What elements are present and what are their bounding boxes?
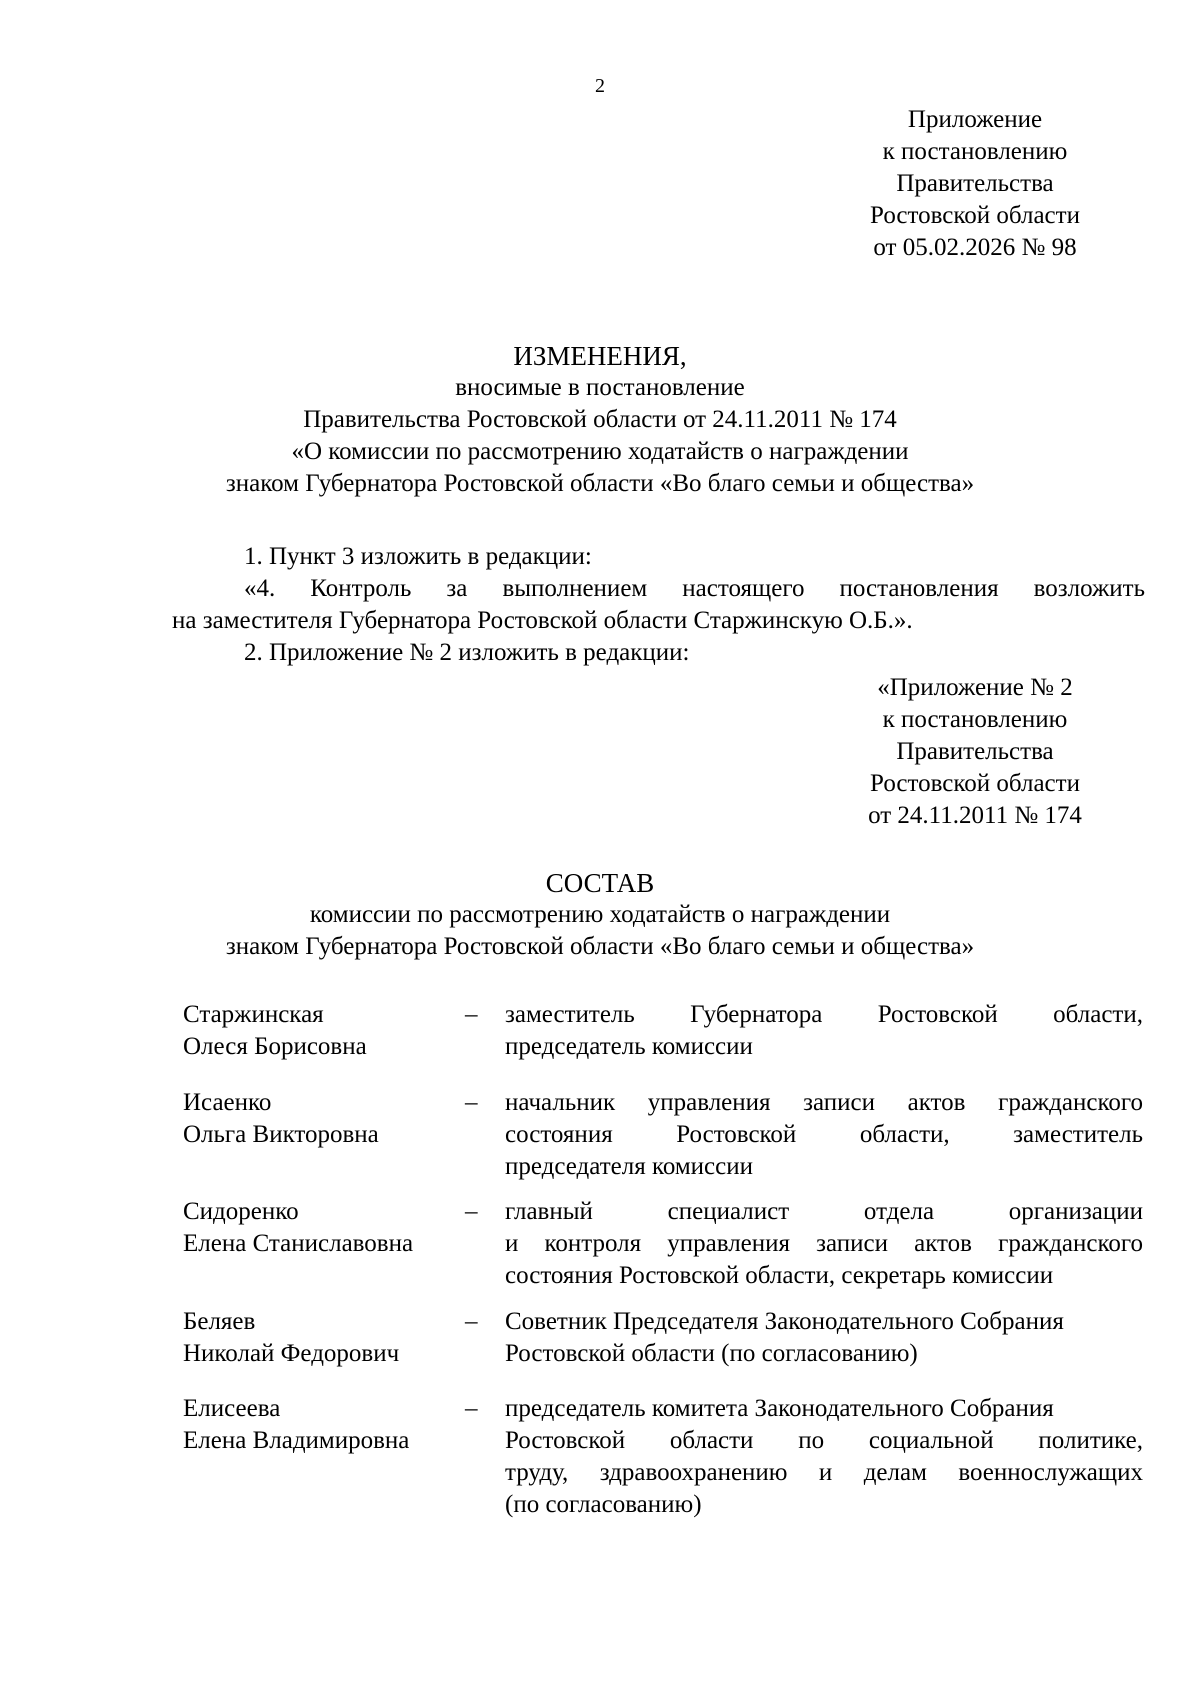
appendix-header-line: Правительства [896,170,1054,197]
member-name [183,1087,463,1151]
member-surname: Елисеева [183,1395,281,1422]
member-dash: – [465,1089,478,1116]
member-description-line: (по согласованию) [505,1491,702,1518]
member-description-line: состояния Ростовской области, секретарь комиссии [505,1262,1054,1289]
member-given-name: Николай Федорович [183,1340,400,1367]
member-description-line: председателя комиссии [505,1153,753,1180]
appendix-2-header-line: от 24.11.2011 № 174 [868,802,1082,829]
appendix-header-line: Ростовской области [870,202,1080,229]
member-given-name: Елена Станиславовна [183,1230,414,1257]
composition-subtitle-line: комиссии по рассмотрению ходатайств о награждении [309,901,891,928]
member-description [505,1393,1143,1521]
member-description-line: председатель комиссии [505,1033,753,1060]
member-name [183,1196,463,1260]
page-number: 2 [595,75,605,97]
member-dash: – [465,1395,478,1422]
member-name [183,999,463,1063]
appendix-header-line: к постановлению [882,138,1068,165]
member-description-line: главный специалист отдела организации [505,1198,1143,1225]
item-1-quote-line-1: «4. Контроль за выполнением настоящего постановления возложить [244,575,1145,602]
appendix-2-header-line: Правительства [896,738,1054,765]
member-description [505,1087,1143,1183]
changes-subtitle-line: Правительства Ростовской области от 24.11.2011 № 174 [303,406,897,433]
composition-heading [0,867,1200,963]
item-1-quote-line-2: на заместителя Губернатора Ростовской области Старжинскую О.Б.». [172,607,913,634]
appendix-2-header-line: Ростовской области [870,770,1080,797]
member-given-name: Елена Владимировна [183,1427,410,1454]
member-given-name: Олеся Борисовна [183,1033,367,1060]
item-1: 1. Пункт 3 изложить в редакции: [244,543,592,570]
item-2: 2. Приложение № 2 изложить в редакции: [244,639,690,666]
appendix-header-line: Приложение [907,106,1043,133]
member-name [183,1306,463,1370]
member-surname: Сидоренко [183,1198,299,1225]
member-description [505,1196,1143,1292]
changes-title: ИЗМЕНЕНИЯ, [513,341,687,371]
member-description-line: Ростовской области по социальной политике, [505,1427,1143,1454]
appendix-2-header [825,672,1125,832]
member-dash: – [465,1198,478,1225]
member-description [505,1306,1143,1370]
member-description-line: труду, здравоохранению и делам военнослужащих [505,1459,1143,1486]
member-description-line: начальник управления записи актов гражданского [505,1089,1143,1116]
member-description-line: заместитель Губернатора Ростовской области, [505,1001,1143,1028]
member-description-line: состояния Ростовской области, заместитель [505,1121,1143,1148]
member-description-line: председатель комитета Законодательного Собрания [505,1395,1054,1422]
member-dash: – [465,1001,478,1028]
composition-subtitle-line: знаком Губернатора Ростовской области «Во благо семьи и общества» [225,933,975,960]
member-surname: Исаенко [183,1089,272,1116]
body-text [172,541,1145,669]
member-description [505,999,1143,1063]
changes-subtitle-line: вносимые в постановление [455,374,745,401]
member-description-line: Советник Председателя Законодательного Собрания [505,1308,1064,1335]
member-surname: Старжинская [183,1001,324,1028]
member-description-line: и контроля управления записи актов гражданского [505,1230,1143,1257]
appendix-2-header-line: к постановлению [882,706,1068,733]
changes-heading [0,340,1200,500]
appendix-header-line: от 05.02.2026 № 98 [873,234,1077,261]
changes-subtitle-line: знаком Губернатора Ростовской области «Во благо семьи и общества» [225,470,975,497]
appendix-header [825,104,1125,264]
member-description-line: Ростовской области (по согласованию) [505,1340,918,1367]
member-surname: Беляев [183,1308,256,1335]
member-given-name: Ольга Викторовна [183,1121,379,1148]
member-dash: – [465,1308,478,1335]
changes-subtitle-line: «О комиссии по рассмотрению ходатайств о награждении [291,438,909,465]
member-name [183,1393,463,1457]
composition-title: СОСТАВ [545,868,655,898]
appendix-2-header-line: «Приложение № 2 [877,674,1073,701]
